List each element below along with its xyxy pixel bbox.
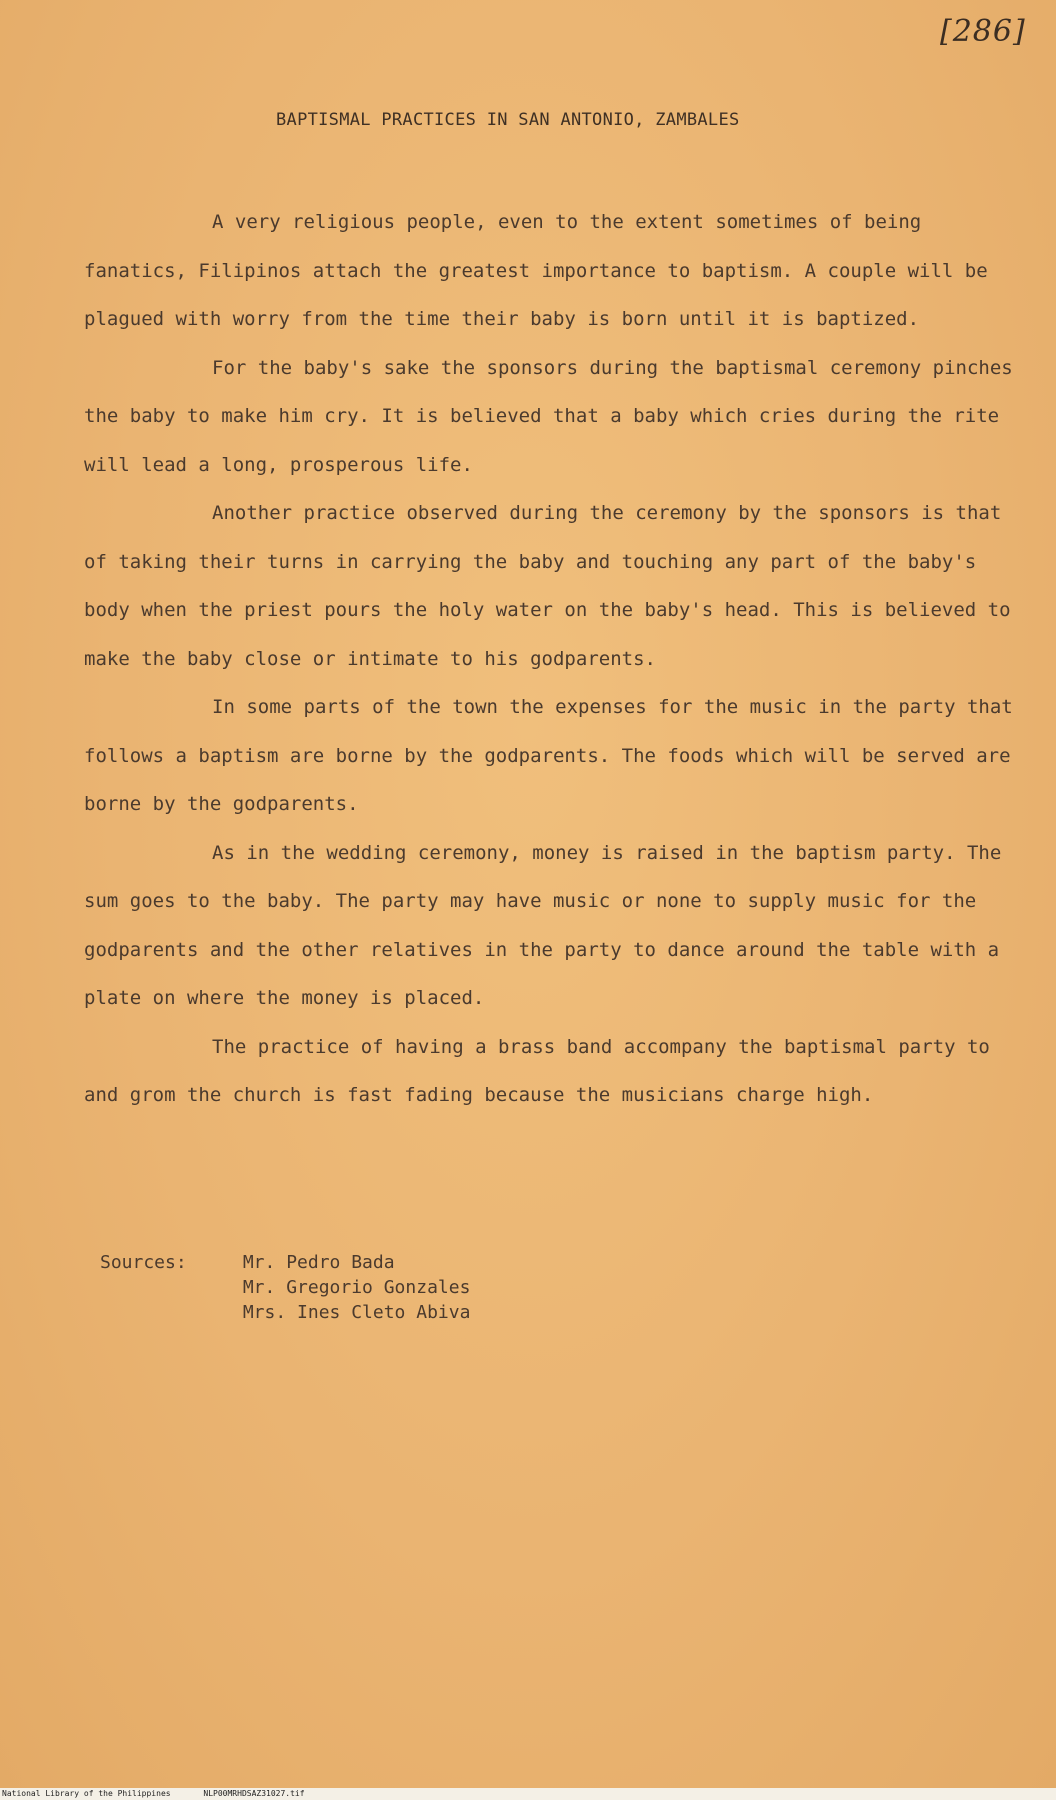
sources-block bbox=[100, 1250, 470, 1325]
page-number: [286] bbox=[940, 14, 1026, 49]
scan-footer bbox=[0, 1788, 1056, 1800]
document-title: BAPTISMAL PRACTICES IN SAN ANTONIO, ZAMBALES bbox=[276, 110, 740, 130]
source-name: Mr. Gregorio Gonzales bbox=[242, 1277, 471, 1298]
document-body bbox=[84, 198, 1014, 1120]
paragraph-4: In some parts of the town the expenses for the music in the party that follows a baptism are borne by the godparents. The foods which will be served are borne by the godparents. bbox=[84, 696, 1013, 815]
paragraph-2: For the baby's sake the sponsors during the baptismal ceremony pinches the baby to make him cry. It is believed that a baby which cries during the rite will lead a long, prosperous life. bbox=[84, 356, 1013, 476]
paragraph-6: The practice of having a brass band accompany the baptismal party to and grom the church is fast fading because the musicians charge high. bbox=[84, 1035, 990, 1106]
footer-file-code: NLP00MRHDSAZ31027.tif bbox=[203, 1789, 305, 1798]
paragraph-3: Another practice observed during the ceremony by the sponsors is that of taking their turns in carrying the baby and touching any part of the baby's body when the priest pours the holy water on the baby's head. This is believed to make the baby close or intimate to his godparents. bbox=[84, 502, 1011, 670]
footer-library: National Library of the Philippines bbox=[2, 1789, 171, 1798]
source-name: Mr. Pedro Bada bbox=[242, 1252, 395, 1273]
sources-label: Sources: bbox=[100, 1252, 187, 1273]
source-name: Mrs. Ines Cleto Abiva bbox=[242, 1302, 471, 1323]
paragraph-1: A very religious people, even to the extent sometimes of being fanatics, Filipinos attach the greatest importance to baptism. A couple will be plagued with worry from the time their baby is born until it is baptized. bbox=[84, 211, 988, 330]
sources-list bbox=[243, 1250, 471, 1325]
paragraph-5: As in the wedding ceremony, money is raised in the baptism party. The sum goes to the baby. The party may have music or none to supply music for the godparents and the other relatives in the party to dance around the table with a plate on where the money is placed. bbox=[84, 841, 1002, 1009]
